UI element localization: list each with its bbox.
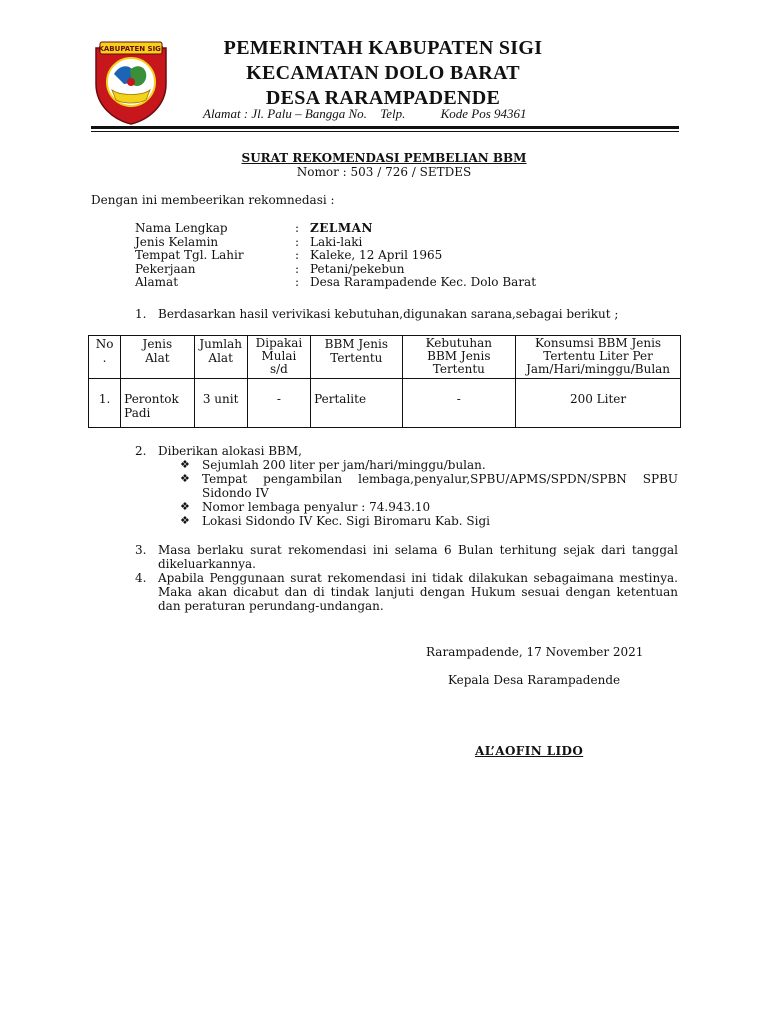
point-3 xyxy=(135,543,678,571)
letterhead-rule-thin xyxy=(91,131,679,132)
letter-title: SURAT REKOMENDASI PEMBELIAN BBM xyxy=(241,151,527,165)
field-label: Nama Lengkap xyxy=(135,221,228,235)
field-label: Alamat xyxy=(135,275,179,289)
header-bbm-jenis: BBM Jenis Tertentu xyxy=(311,336,402,379)
field-colon: : xyxy=(295,248,300,262)
cell-jumlah: 3 unit xyxy=(194,379,247,428)
intro-text: Dengan ini membeerikan rekomnedasi : xyxy=(91,193,335,207)
letter-number: Nomor : 503 / 726 / SETDES xyxy=(296,165,472,179)
diamond-bullet-icon: ❖ xyxy=(180,500,190,513)
letterhead-rule-thick xyxy=(91,126,679,129)
list-item: ❖ Tempat pengambilan lembaga,penyalur,SPBU/APMS/SPDN/SPBN SPBU Sidondo IV xyxy=(180,472,678,500)
place-date: Rarampadende, 17 November 2021 xyxy=(426,645,644,659)
header-no: No . xyxy=(89,336,121,379)
point-text: Berdasarkan hasil verivikasi kebutuhan,digunakan sarana,sebagai berikut ; xyxy=(158,307,619,321)
telp-text: Telp. xyxy=(380,106,406,121)
header-kebutuhan: Kebutuhan BBM Jenis Tertentu xyxy=(402,336,516,379)
address-text: Alamat : Jl. Palu – Bangga No. xyxy=(203,106,367,121)
postal-code: Kode Pos 94361 xyxy=(440,106,527,121)
field-value: Desa Rarampadende Kec. Dolo Barat xyxy=(310,275,537,289)
field-colon: : xyxy=(295,261,300,276)
table-header-row xyxy=(89,336,681,379)
table-row xyxy=(89,379,681,428)
header-jenis-alat: Jenis Alat xyxy=(121,336,194,379)
government-name: PEMERINTAH KABUPATEN SIGI xyxy=(223,37,543,59)
field-colon: : xyxy=(295,275,300,289)
header-dipakai: Dipakai Mulai s/d xyxy=(247,336,310,379)
list-item: ❖ Sejumlah 200 liter per jam/hari/minggu/bulan. xyxy=(180,458,486,472)
point-2 xyxy=(135,444,302,458)
point-text: Diberikan alokasi BBM, xyxy=(158,444,302,458)
cell-kebutuhan: - xyxy=(402,379,516,428)
header-konsumsi: Konsumsi BBM Jenis Tertentu Liter Per Jam/Hari/minggu/Bulan xyxy=(516,336,681,379)
village-name: DESA RARAMPADENDE xyxy=(265,87,501,109)
field-value: Petani/pekebun xyxy=(310,261,405,276)
field-colon: : xyxy=(295,221,300,235)
point-1 xyxy=(135,307,618,321)
field-value: Kaleke, 12 April 1965 xyxy=(310,248,443,262)
signer-name: AL’AOFIN LIDO xyxy=(475,744,584,758)
field-label: Jenis Kelamin xyxy=(135,234,219,249)
kabupaten-sigi-emblem xyxy=(90,34,172,126)
diamond-bullet-icon: ❖ xyxy=(180,472,190,485)
allocation-list xyxy=(180,458,678,528)
diamond-bullet-icon: ❖ xyxy=(180,458,190,471)
field-colon: : xyxy=(295,234,300,249)
point-number: 3. xyxy=(135,543,147,557)
point-text: Apabila Penggunaan surat rekomendasi ini tidak dilakukan sebagaimana mestinya. Maka akan dicabut dan di tindak lanjuti dengan Hukum sesuai dengan ketentuan dan peraturan perundang-undangan. xyxy=(158,571,678,613)
point-4 xyxy=(135,571,678,613)
point-number: 4. xyxy=(135,571,147,585)
letterhead-address xyxy=(203,106,537,122)
field-label: Tempat Tgl. Lahir xyxy=(135,248,244,262)
svg-text:KABUPATEN SIGI: KABUPATEN SIGI xyxy=(98,45,164,53)
letterhead-title xyxy=(178,36,588,111)
diamond-bullet-icon: ❖ xyxy=(180,514,190,527)
cell-konsumsi: 200 Liter xyxy=(516,379,681,428)
header-jumlah-alat: Jumlah Alat xyxy=(194,336,247,379)
signer-position: Kepala Desa Rarampadende xyxy=(448,673,621,687)
cell-dipakai: - xyxy=(247,379,310,428)
field-value-name: ZELMAN xyxy=(310,221,373,235)
cell-no: 1. xyxy=(89,379,121,428)
list-item: ❖ Nomor lembaga penyalur : 74.943.10 xyxy=(180,500,431,514)
cell-jenis-alat: Perontok Padi xyxy=(121,379,194,428)
point-text: Masa berlaku surat rekomendasi ini selama 6 Bulan terhitung sejak dari tanggal dikeluarkannya. xyxy=(158,543,678,571)
field-value: Laki-laki xyxy=(310,234,363,249)
cell-bbm: Pertalite xyxy=(311,379,402,428)
point-number: 2. xyxy=(135,444,147,458)
field-label: Pekerjaan xyxy=(135,261,196,276)
equipment-table xyxy=(88,335,681,428)
point-number: 1. xyxy=(135,307,147,321)
list-item: ❖ Lokasi Sidondo IV Kec. Sigi Biromaru Kab. Sigi xyxy=(180,514,490,528)
district-name: KECAMATAN DOLO BARAT xyxy=(246,62,520,84)
